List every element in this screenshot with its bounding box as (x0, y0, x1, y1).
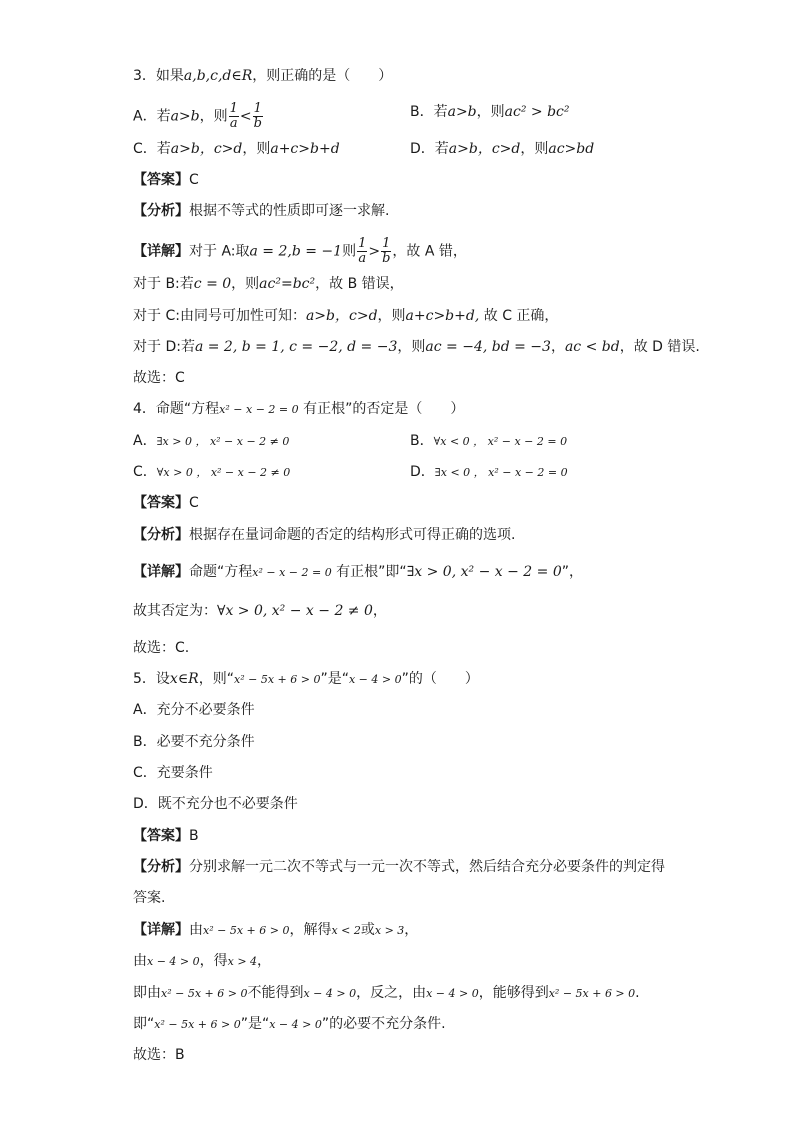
q4-analysis: 【分析】根据存在量词命题的否定的结构形式可得正确的选项. (133, 527, 516, 543)
q3-option-c: C．若a>b，c>d，则a+c>b+d (133, 141, 340, 157)
q5-detail-line2: 由x − 4 > 0，得x > 4， (133, 953, 272, 969)
fraction: $\frac{1}{a}$ (358, 236, 367, 266)
q3-detail-line4: 对于 D:若a = 2, b = 1, c = −2, d = −3，则ac = −4, bd = −3，ac < bd，故 D 错误. (133, 339, 700, 355)
q5-option-a: A．充分不必要条件 (133, 702, 255, 718)
q3-detail-line1: 【详解】对于 A:取a = 2,b = −1则 $\frac{1}{a}$ > $\frac{1}{b}$ ，故 A 错， (133, 236, 467, 266)
q4-option-d: D．∃x < 0 ， x² − x − 2 = 0 (410, 464, 568, 480)
q4-detail-line2: 故其否定为：∀x > 0, x² − x − 2 ≠ 0， (133, 603, 387, 619)
q5-analysis-line1: 【分析】分别求解一元二次不等式与一元一次不等式，然后结合充分必要条件的判定得 (133, 859, 665, 875)
q3-choice: 故选：C (133, 370, 185, 386)
fraction: $\frac{1}{b}$ (253, 101, 262, 131)
fraction: $\frac{1}{a}$ (229, 101, 238, 131)
q4-option-c: C．∀x > 0 ， x² − x − 2 ≠ 0 (133, 464, 291, 480)
q3-analysis: 【分析】根据不等式的性质即可逐一求解. (133, 203, 390, 219)
q3-option-a: A．若a>b，则 $\frac{1}{a}$ < $\frac{1}{b}$ (133, 101, 262, 131)
q4-detail-line1: 【详解】命题“方程x² − x − 2 = 0 有正根”即“∃x > 0, x² − x − 2 = 0”， (133, 564, 583, 580)
q4-option-a: A．∃x > 0 ， x² − x − 2 ≠ 0 (133, 433, 290, 449)
q3-detail-line2: 对于 B:若c = 0，则ac²=bc²，故 B 错误， (133, 276, 404, 292)
fraction: $\frac{1}{b}$ (382, 236, 391, 266)
q4-option-b: B．∀x < 0 ， x² − x − 2 = 0 (410, 433, 568, 449)
q4-answer: 【答案】C (133, 495, 199, 511)
q3-option-d: D．若a>b，c>d，则ac>bd (410, 141, 595, 157)
q5-detail-line3: 即由x² − 5x + 6 > 0不能得到x − 4 > 0，反之，由x − 4 > 0，能够得到x² − 5x + 6 > 0. (133, 985, 640, 1001)
q5-option-b: B．必要不充分条件 (133, 734, 255, 750)
q4-stem: 4．命题“方程x² − x − 2 = 0 有正根”的否定是（ ） (133, 401, 465, 417)
q5-detail-line4: 即“x² − 5x + 6 > 0”是“x − 4 > 0”的必要不充分条件. (133, 1016, 446, 1032)
q3-stem: 3．如果a,b,c,d∈R，则正确的是（ ） (133, 68, 393, 84)
q5-choice: 故选：B (133, 1047, 185, 1063)
q4-choice: 故选：C. (133, 640, 190, 656)
q5-detail-line1: 【详解】由x² − 5x + 6 > 0，解得x < 2或x > 3， (133, 922, 419, 938)
q3-answer: 【答案】C (133, 172, 199, 188)
q5-analysis-line2: 答案. (133, 890, 166, 906)
q5-stem: 5．设x∈R，则“x² − 5x + 6 > 0”是“x − 4 > 0”的（ ） (133, 671, 479, 687)
q5-option-d: D．既不充分也不必要条件 (133, 796, 298, 812)
q3-detail-line3: 对于 C:由同号可加性可知：a>b，c>d，则a+c>b+d, 故 C 正确， (133, 308, 559, 324)
q3-option-b: B．若a>b，则ac² > bc² (410, 104, 570, 120)
q5-answer: 【答案】B (133, 828, 199, 844)
q5-option-c: C．充要条件 (133, 765, 213, 781)
